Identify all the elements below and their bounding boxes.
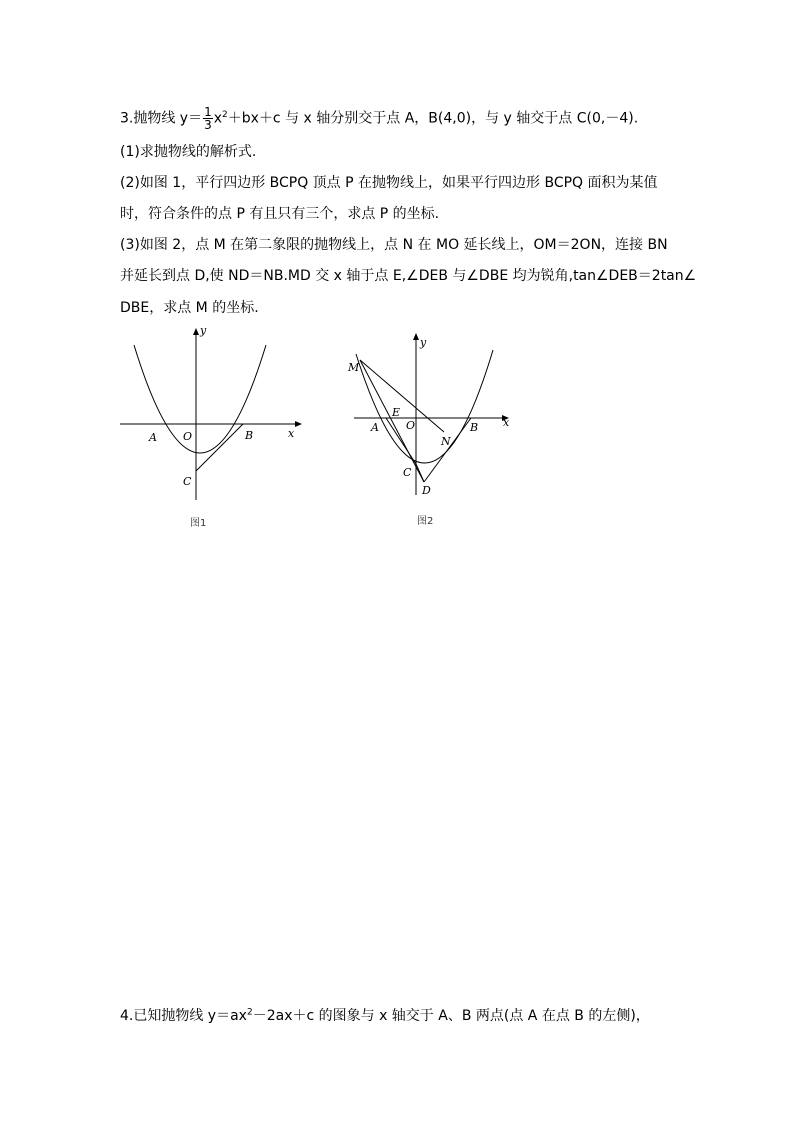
fraction-denominator: 3 [204,118,212,132]
problem3-q3-line2: 并延长到点 D,使 ND＝NB.MD 交 x 轴于点 E,∠DEB 与∠DBE 均为锐角,tan∠DEB＝2tan∠ [120,268,697,284]
label-n: N [441,435,451,448]
text-segment: ＋bx＋c 与 x 轴分别交于点 A，B(4,0)，与 y 轴交于点 C(0,－4). [227,110,639,127]
figure-1 [110,325,310,510]
fraction-numerator: 1 [204,105,212,119]
label-o: O [406,419,416,432]
x-axis-arrow [295,421,302,427]
figure-2-caption: 图2 [417,516,434,527]
y-axis-arrow [413,333,419,340]
figure-2 [340,330,530,505]
label-y: y [200,325,207,337]
problem3-q3-line1: (3)如图 2，点 M 在第二象限的抛物线上，点 N 在 MO 延长线上，OM＝2ON，连接 BN [120,237,668,253]
problem3-line1 [120,106,638,131]
label-b: B [245,429,254,442]
problem3-q2-line1: (2)如图 1，平行四边形 BCPQ 顶点 P 在抛物线上，如果平行四边形 BCPQ 面积为某值 [120,175,658,191]
label-o: O [183,430,193,443]
text-segment: 3.抛物线 y＝ [120,110,203,127]
label-m: M [348,361,360,374]
label-x: x [288,427,295,440]
label-a: A [149,431,157,444]
fraction [203,106,213,131]
text-segment: －2ax＋c 的图象与 x 轴交于 A、B 两点(点 A 在点 B 的左侧)， [252,1008,650,1024]
parabola [356,350,493,463]
segment-cb [196,424,243,471]
problem4-line1 [120,1006,650,1026]
label-d: D [422,484,431,497]
label-c: C [183,475,192,488]
label-y: y [420,336,427,349]
superscript: 2 [222,109,228,120]
y-axis-arrow [193,328,199,335]
segment-bd [424,418,471,482]
superscript: 2 [246,1007,253,1018]
figure-1-caption: 图1 [190,518,207,529]
problem3-q1: (1)求抛物线的解析式. [120,144,257,160]
segment-cd [416,464,424,482]
label-a: A [371,421,379,434]
text-segment: 4.已知抛物线 y＝ax [120,1008,247,1024]
label-b: B [470,421,479,434]
problem3-q3-line3: DBE，求点 M 的坐标. [120,300,259,316]
label-c: C [403,466,412,479]
label-e: E [392,406,401,419]
problem3-q2-line2: 时，符合条件的点 P 有且只有三个，求点 P 的坐标. [120,206,440,222]
label-x: x [503,416,510,429]
text-segment: x [213,110,223,127]
